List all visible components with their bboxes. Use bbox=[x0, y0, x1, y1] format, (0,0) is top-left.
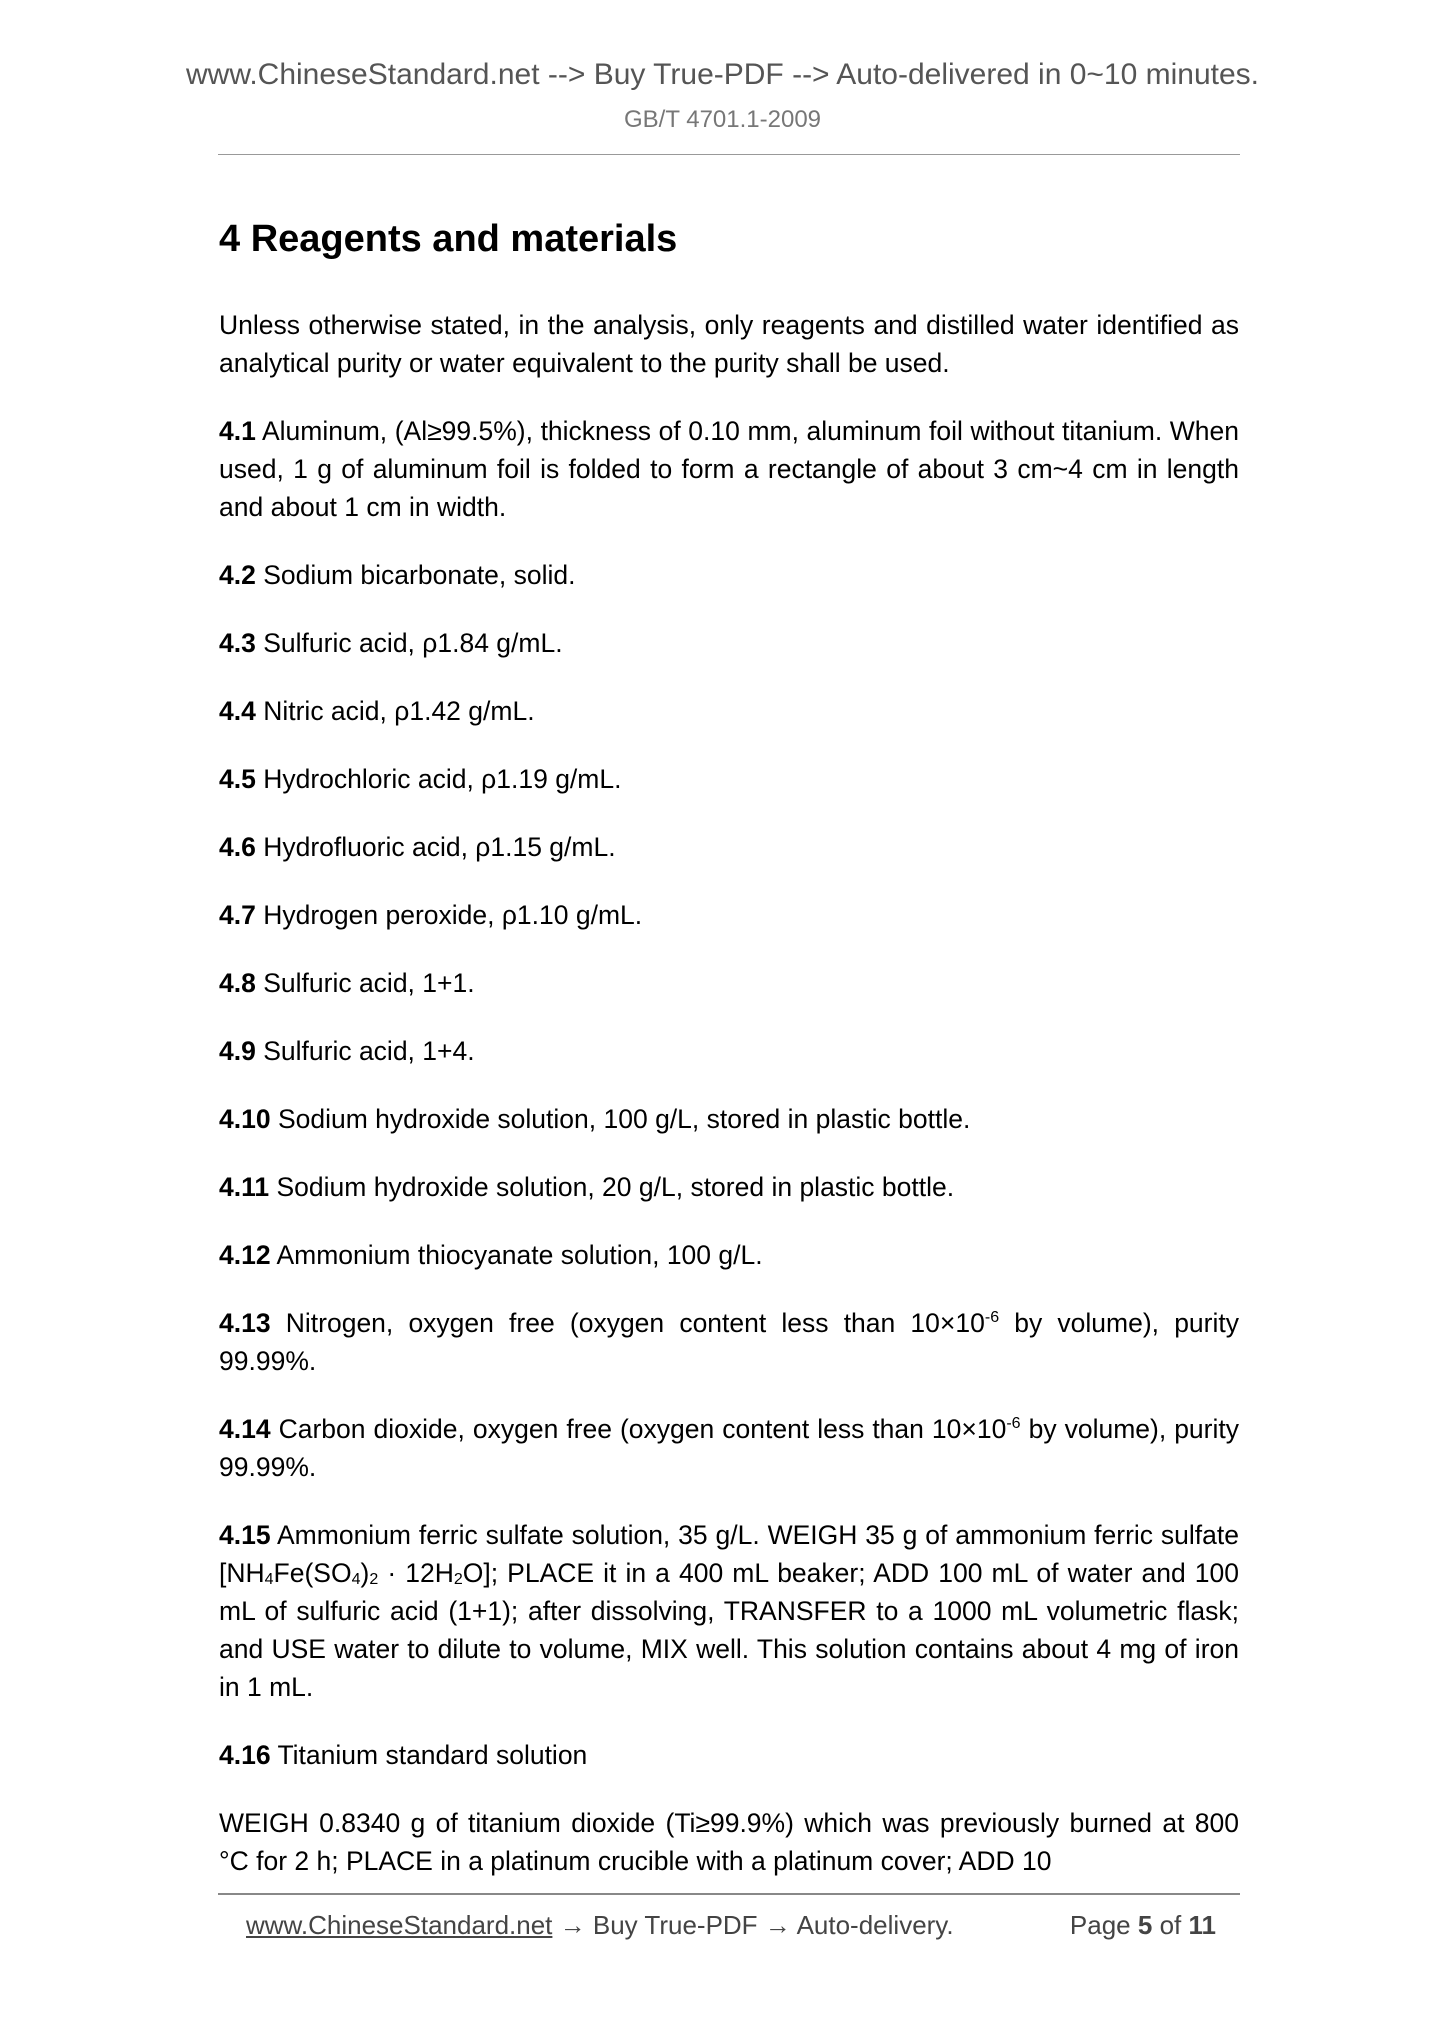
titanium-procedure-paragraph: WEIGH 0.8340 g of titanium dioxide (Ti≥99.9%) which was previously burned at 800 °C for 2 h; PLACE in a platinum crucible with a platinum cover; ADD 10 bbox=[219, 1808, 1239, 1876]
footer-divider bbox=[218, 1893, 1240, 1895]
clause-4-6: 4.6 Hydrofluoric acid, ρ1.15 g/mL. bbox=[219, 832, 616, 862]
clause-4-4: 4.4 Nitric acid, ρ1.42 g/mL. bbox=[219, 696, 535, 726]
clause-4-10: 4.10 Sodium hydroxide solution, 100 g/L, stored in plastic bottle. bbox=[219, 1104, 971, 1134]
clause-4-9: 4.9 Sulfuric acid, 1+4. bbox=[219, 1036, 475, 1066]
clause-4-5: 4.5 Hydrochloric acid, ρ1.19 g/mL. bbox=[219, 764, 622, 794]
clause-4-13: 4.13 Nitrogen, oxygen free (oxygen content less than $10\times 10^{-6}$ by volume), purity 99.99%. bbox=[219, 1308, 1239, 1376]
page-content bbox=[219, 214, 1239, 1910]
standard-number: GB/T 4701.1-2009 bbox=[623, 106, 822, 133]
clause-4-12: 4.12 Ammonium thiocyanate solution, 100 g/L. bbox=[219, 1240, 763, 1270]
footer-promo: www.ChineseStandard.net → Buy True-PDF → Auto-delivery. bbox=[246, 1910, 954, 1940]
clause-4-8: 4.8 Sulfuric acid, 1+1. bbox=[219, 968, 475, 998]
clause-4-2: 4.2 Sodium bicarbonate, solid. bbox=[219, 560, 576, 590]
intro-paragraph: Unless otherwise stated, in the analysis, only reagents and distilled water identified as analytical purity or water equivalent to the purity shall be used. bbox=[219, 310, 1239, 378]
page-indicator: Page 5 of 11 bbox=[1069, 1910, 1216, 1940]
clause-4-7: 4.7 Hydrogen peroxide, ρ1.10 g/mL. bbox=[219, 900, 643, 930]
clause-4-14: 4.14 Carbon dioxide, oxygen free (oxygen content less than $10\times 10^{-6}$ by volume), purity 99.99%. bbox=[219, 1414, 1239, 1482]
clause-4-16: 4.16 Titanium standard solution bbox=[219, 1740, 588, 1770]
header-banner: www.ChineseStandard.net --> Buy True-PDF --> Auto-delivered in 0~10 minutes. bbox=[185, 58, 1260, 91]
page-footer bbox=[246, 1910, 1216, 1941]
section-heading: 4 Reagents and materials bbox=[219, 218, 678, 260]
clause-4-15: 4.15 Ammonium ferric sulfate solution, 35 g/L. WEIGH 35 g of ammonium ferric sulfate $[NH_4Fe(SO_4)_2 \cdot 12H_2O]$; PLACE it in a 400 mL beaker; ADD 100 mL of water and 100 mL of sulfuric acid (1+1); after dissolving, TRANSFER to a 1000 mL volumetric flask; and USE water to dilute to volume, MIX well. This solution contains about 4 mg of iron in 1 mL. bbox=[219, 1520, 1239, 1702]
footer-site-link[interactable]: www.ChineseStandard.net bbox=[246, 1910, 553, 1940]
clause-4-11: 4.11 Sodium hydroxide solution, 20 g/L, stored in plastic bottle. bbox=[219, 1172, 955, 1202]
clause-4-1: 4.1 Aluminum, (Al≥99.5%), thickness of 0.10 mm, aluminum foil without titanium. When used, 1 g of aluminum foil is folded to form a rectangle of about 3 cm~4 cm in length and about 1 cm in width. bbox=[219, 416, 1239, 522]
clause-4-3: 4.3 Sulfuric acid, ρ1.84 g/mL. bbox=[219, 628, 563, 658]
header-divider bbox=[218, 154, 1240, 155]
